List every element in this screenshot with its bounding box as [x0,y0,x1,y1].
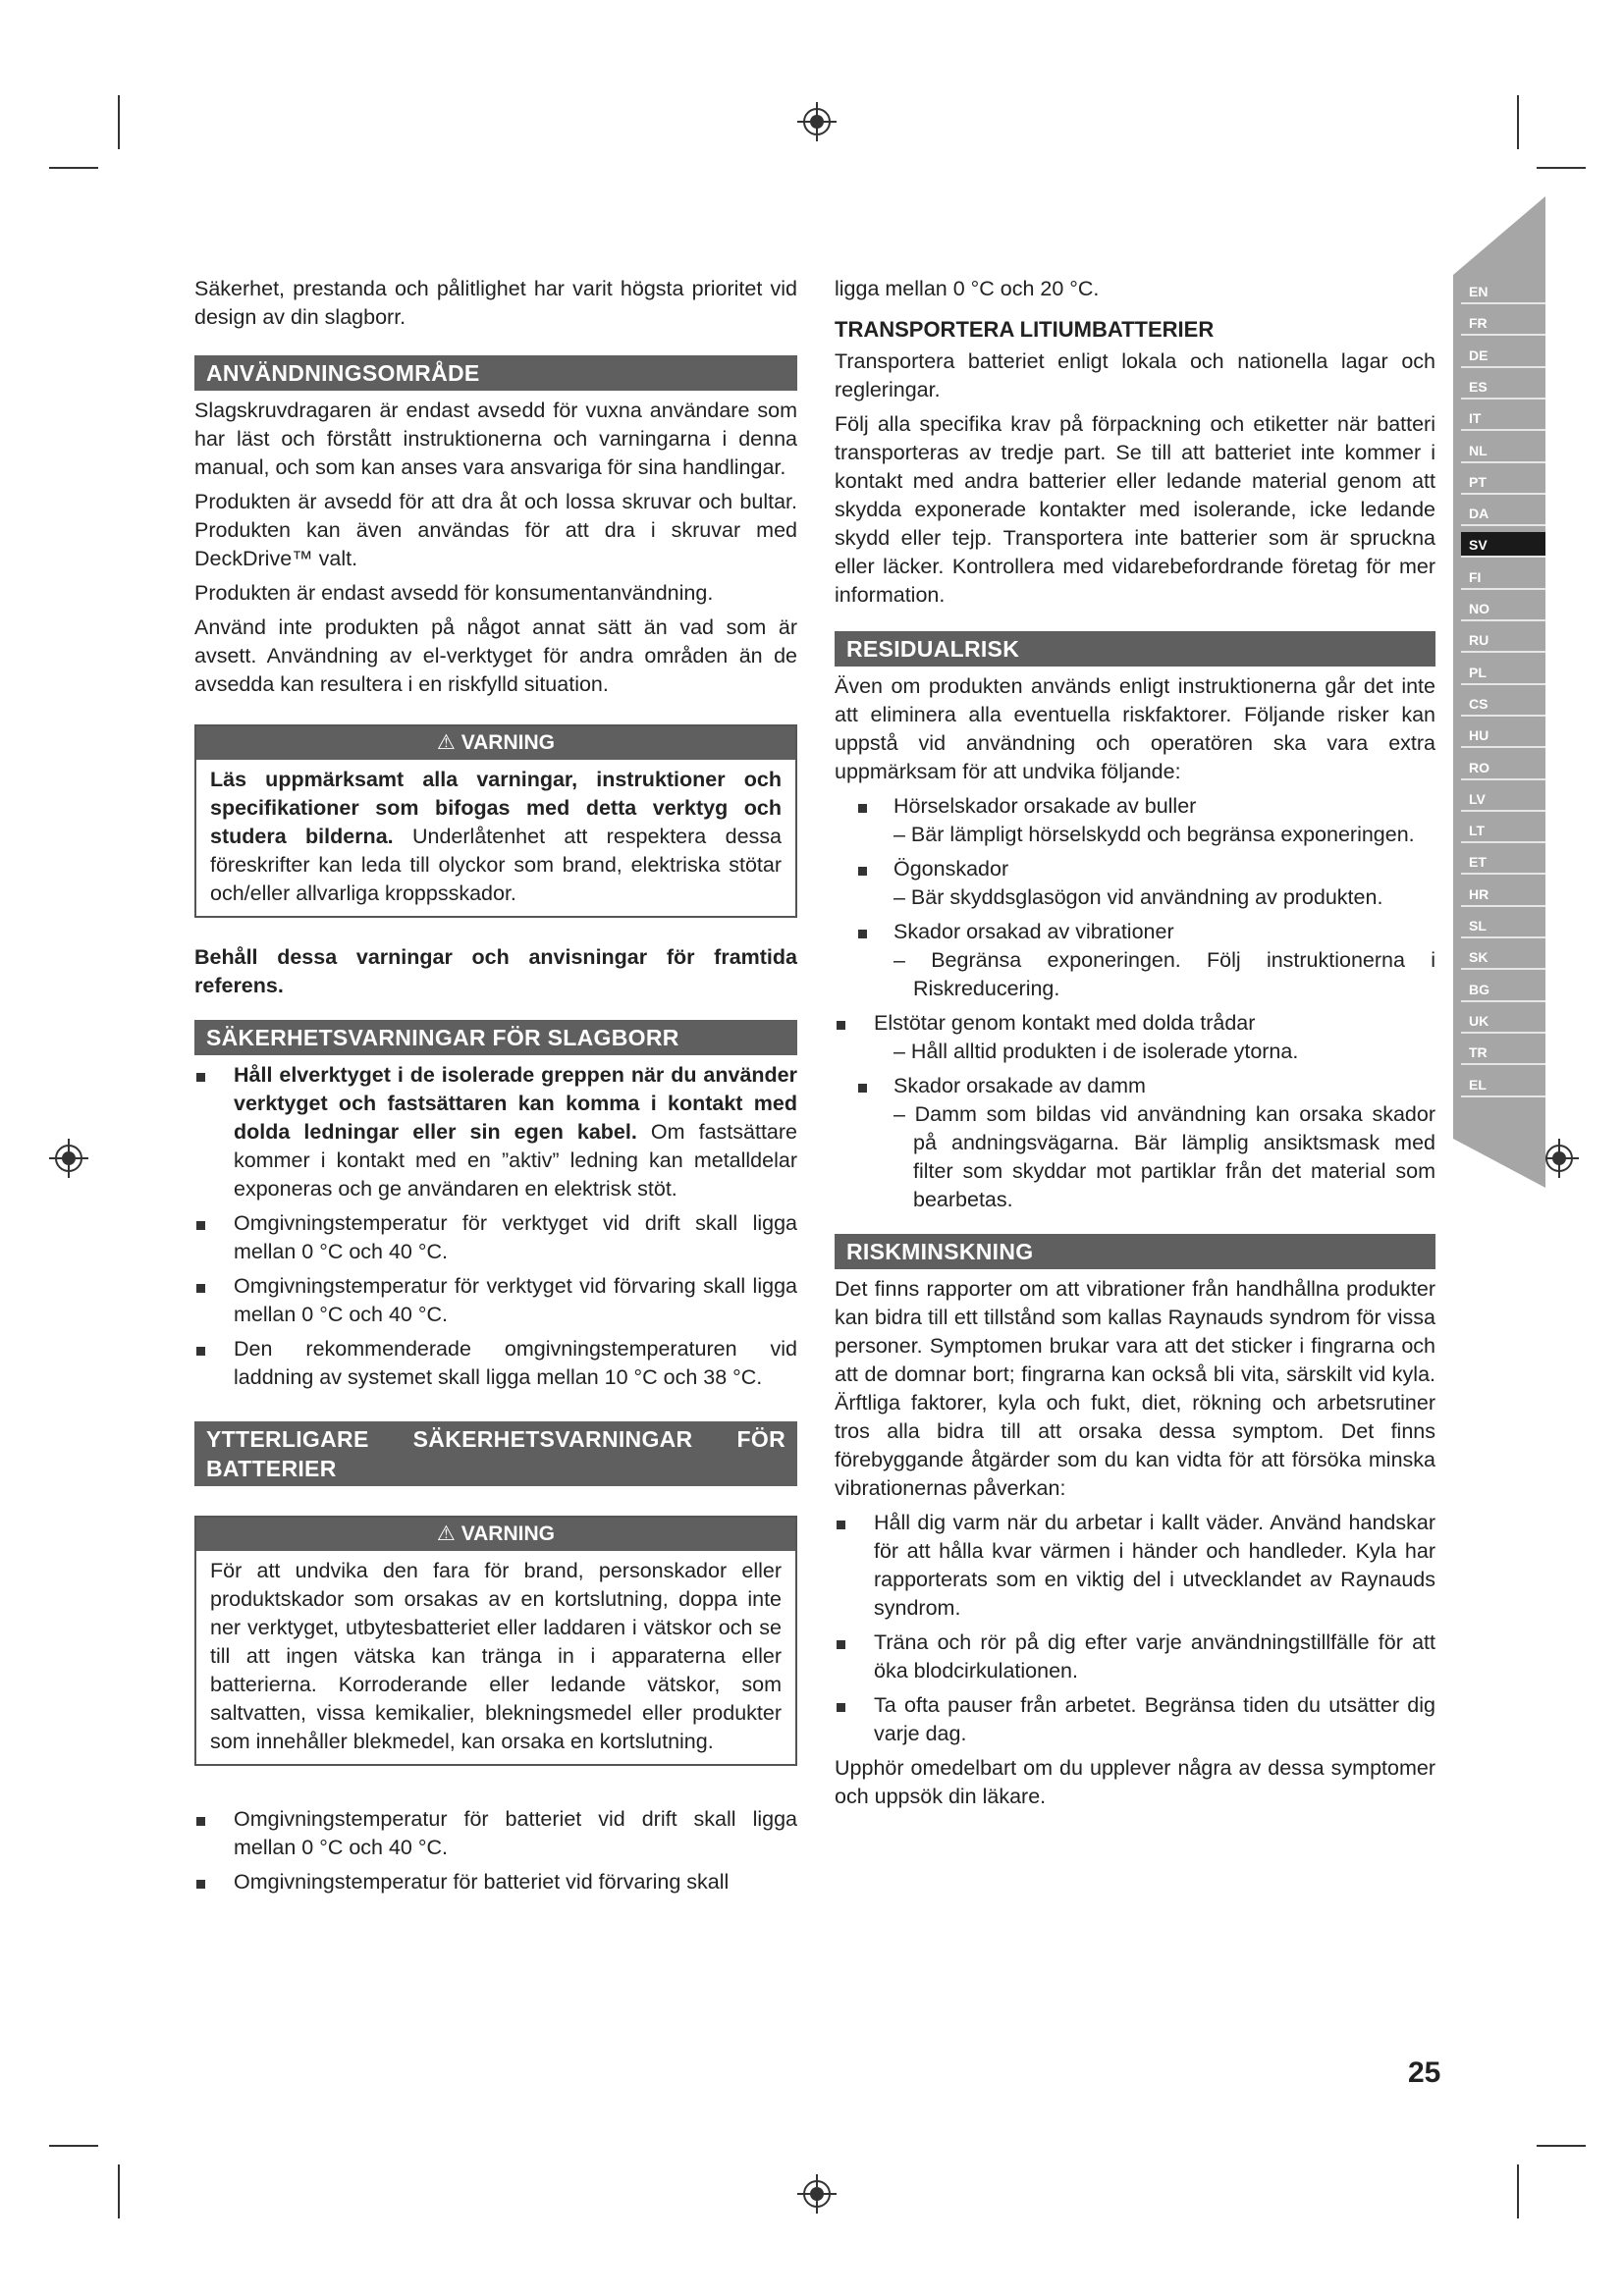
paragraph: Slagskruvdragaren är endast avsedd för vuxna användare som har läst och förstått instruktionerna och varningarna i denna manual, och som kan anses vara ansvariga för sina handlingar. [194,399,797,479]
list-item: Den rekommenderade omgivningstemperaturen vid laddning av systemet skall ligga mellan 10 °C och 38 °C. [194,1335,797,1392]
language-tab-ru[interactable]: RU [1461,627,1545,653]
paragraph: Produkten är avsedd för att dra åt och lossa skruvar och bultar. Produkten kan även användas för att dra i skruvar med DeckDrive™ valt. [194,490,797,570]
crop-mark [118,95,120,149]
list-item: Ögonskador – Bär skyddsglasögon vid användning av produkten. [835,855,1435,912]
warning-heading: ⚠ VARNING [196,726,795,760]
warning-triangle-icon: ⚠ [437,731,461,754]
crop-mark [1537,167,1586,169]
language-tab-et[interactable]: ET [1461,849,1545,875]
crop-mark [49,2145,98,2147]
residual-list [835,1072,1435,1214]
language-tab-el[interactable]: EL [1461,1072,1545,1097]
residual-list [835,792,1435,1003]
language-tab-ro[interactable]: RO [1461,755,1545,780]
language-tab-pl[interactable]: PL [1461,660,1545,685]
paragraph: Även om produkten används enligt instruktionerna går det inte att eliminera alla eventuella riskfaktorer. Följande risker kan uppstå vid användning och operatören ska vara extra uppmärksam för att undvika följande: [835,674,1435,783]
list-item: Ta ofta pauser från arbetet. Begränsa tiden du utsätter dig varje dag. [835,1691,1435,1748]
language-tab-tr[interactable]: TR [1461,1040,1545,1065]
list-item: Omgivningstemperatur för verktyget vid drift skall ligga mellan 0 °C och 40 °C. [194,1209,797,1266]
warning-box [194,724,797,918]
language-tab-fi[interactable]: FI [1461,564,1545,590]
section-heading: TRANSPORTERA LITIUMBATTERIER [835,317,1215,342]
list-item: Skador orsakad av vibrationer – Begränsa exponeringen. Följ instruktionerna i Riskreducering. [835,918,1435,1003]
intro-text: Säkerhet, prestanda och pålitlighet har varit högsta prioritet vid design av din slagborr. [194,277,797,329]
language-tab-hr[interactable]: HR [1461,881,1545,907]
list-item: Omgivningstemperatur för verktyget vid förvaring skall ligga mellan 0 °C och 40 °C. [194,1272,797,1329]
list-item: Omgivningstemperatur för batteriet vid drift skall ligga mellan 0 °C och 40 °C. [194,1805,797,1862]
safety-list [194,1061,797,1392]
language-tab-bg[interactable]: BG [1461,977,1545,1002]
language-tab-en[interactable]: EN [1461,279,1545,304]
language-tab-es[interactable]: ES [1461,374,1545,400]
crop-mark [1537,2145,1586,2147]
language-tab-de[interactable]: DE [1461,343,1545,368]
language-tab-da[interactable]: DA [1461,501,1545,526]
battery-list [194,1805,797,1896]
language-tab-sl[interactable]: SL [1461,913,1545,938]
paragraph: Använd inte produkten på något annat sätt än vad som är avsett. Användning av el-verktyget för andra områden än de avsedda kan resultera i en riskfylld situation. [194,615,797,696]
list-item: Håll dig varm när du arbetar i kallt väder. Använd handskar för att hålla kvar värmen i händer och handleder. Kyla har rapporterats som en viktig del i utvecklandet av Raynauds syndrom. [835,1509,1435,1623]
warning-body: Läs uppmärksamt alla varningar, instruktioner och specifikationer som bifogas med detta verktyg och studera bilderna. Underlåtenhet att respektera dessa föreskrifter kan leda till olyckor som brand, elektriska stötar och/eller allvarliga kroppsskador. [210,768,782,905]
crop-mark [118,2164,120,2218]
registration-mark-icon [797,102,837,141]
keep-instructions: Behåll dessa varningar och anvisningar för framtida referens. [194,945,797,997]
list-item: Håll elverktyget i de isolerade greppen när du använder verktyget och fastsättaren kan komma i kontakt med dolda ledningar eller sin egen kabel. Om fastsättare kommer i kontakt med en ”aktiv” ledning kan metalldelar exponeras och ge användaren en elektrisk stöt. [194,1061,797,1203]
section-heading: YTTERLIGARE SÄKERHETSVARNINGAR FÖR BATTERIER [194,1421,797,1486]
section-heading: RISKMINSKNING [835,1234,1435,1269]
crop-mark [1517,95,1519,149]
warning-triangle-icon: ⚠ [437,1522,461,1545]
list-item: Hörselskador orsakade av buller – Bär lämpligt hörselskydd och begränsa exponeringen. [835,792,1435,849]
left-column [194,275,797,1902]
paragraph: Det finns rapporter om att vibrationer från handhållna produkter kan bidra till ett tillstånd som kallas Raynauds syndrom för vissa personer. Symptomen brukar vara att det sticker i fingrarna och att de domnar bort; fingrarna kan också bli vita, särskilt vid kyla. Ärftliga faktorer, kyla och fukt, diet, rökning och arbetsrutiner tros alla bidra till att orsaka dessa symptom. Det finns förebyggande åtgärder som du kan vidta för att försöka minska vibrationernas påverkan: [835,1277,1435,1500]
list-item: Skador orsakade av damm – Damm som bildas vid användning kan orsaka skador på andningsvägarna. Bär lämplig ansiktsmask med filter som skyddar mot partiklar från det material som bearbetas. [835,1072,1435,1214]
residual-list [835,1009,1435,1066]
paragraph: Upphör omedelbart om du upplever några av dessa symptomer och uppsök din läkare. [835,1756,1435,1808]
language-tab-hu[interactable]: HU [1461,722,1545,748]
crop-mark [1517,2164,1519,2218]
paragraph: ligga mellan 0 °C och 20 °C. [835,277,1100,300]
language-tab-sv[interactable]: SV [1461,532,1545,558]
section-heading: ANVÄNDNINGSOMRÅDE [194,355,797,391]
language-tab-cs[interactable]: CS [1461,691,1545,717]
page-number: 25 [1408,2056,1441,2089]
warning-box [194,1516,797,1766]
language-tab-lv[interactable]: LV [1461,786,1545,812]
language-tab-pt[interactable]: PT [1461,469,1545,495]
language-tab-no[interactable]: NO [1461,596,1545,621]
paragraph: Transportera batteriet enligt lokala och nationella lagar och regleringar. [835,349,1435,401]
section-heading: RESIDUALRISK [835,631,1435,667]
list-item: Omgivningstemperatur för batteriet vid förvaring skall [194,1868,797,1896]
paragraph: Följ alla specifika krav på förpackning och etiketter när batteri transporteras av tredje part. Se till att batteriet inte kommer i kontakt med andra batterier eller ledande material genom att skydda exponerade kontakter med isolerande, icke ledande skydd eller tejp. Transportera inte batterier som är spruckna eller läcker. Kontrollera med vidarebefordrande företag för mer information. [835,412,1435,607]
crop-mark [49,167,98,169]
language-tab-sk[interactable]: SK [1461,944,1545,970]
right-column [835,275,1435,1817]
language-tab-lt[interactable]: LT [1461,818,1545,843]
language-tab-fr[interactable]: FR [1461,310,1545,336]
registration-mark-icon [49,1139,88,1178]
language-tab-nl[interactable]: NL [1461,438,1545,463]
language-tab-uk[interactable]: UK [1461,1008,1545,1034]
riskmin-list [835,1509,1435,1748]
warning-heading: ⚠ VARNING [196,1518,795,1551]
list-item: Elstötar genom kontakt med dolda trådar – Håll alltid produkten i de isolerade ytorna. [835,1009,1435,1066]
section-heading: SÄKERHETSVARNINGAR FÖR SLAGBORR [194,1020,797,1055]
registration-mark-icon [797,2174,837,2214]
warning-body: För att undvika den fara för brand, personskador eller produktskador som orsakas av en kortslutning, doppa inte ner verktyget, utbytesbatteriet eller laddaren i vätskor och se till att ingen vätska kan tränga in i apparaterna eller batterierna. Korroderande eller ledande vätskor, som saltvatten, vissa kemikalier, blekningsmedel eller produkter som innehåller blekmedel, kan orsaka en kortslutning. [210,1559,782,1753]
list-item: Träna och rör på dig efter varje användningstillfälle för att öka blodcirkulationen. [835,1629,1435,1685]
language-tab-it[interactable]: IT [1461,405,1545,431]
paragraph: Produkten är endast avsedd för konsumentanvändning. [194,581,714,605]
